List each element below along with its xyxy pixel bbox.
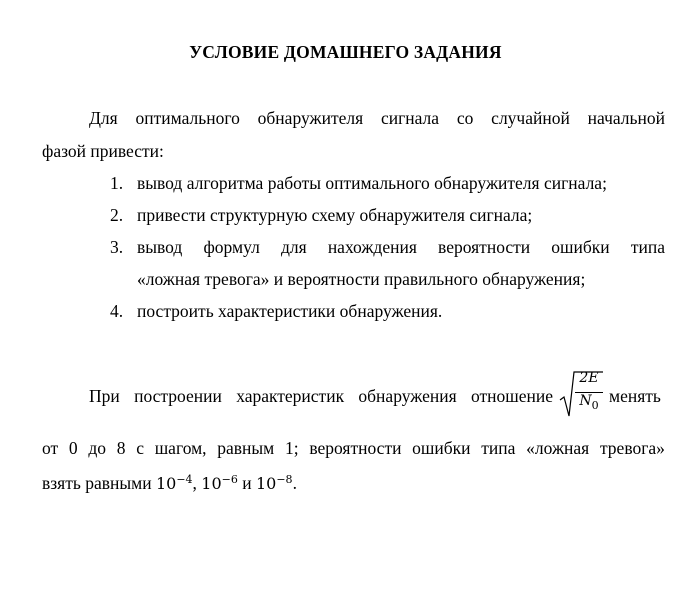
word: тревога» [599, 438, 665, 458]
value-2: $10^{-6}$ [201, 473, 238, 493]
word: от [42, 438, 59, 458]
word: сигнала [380, 108, 440, 128]
word: обнаружения [358, 386, 457, 406]
list-item-number: 2. [110, 205, 124, 225]
formula-numerator: 2E [579, 370, 599, 386]
paragraph2-line-2 [42, 437, 665, 459]
list-item-number: 1. [110, 173, 124, 193]
paragraph2-line-3 [42, 469, 297, 495]
intro-line-2: фазой привести: [42, 141, 164, 161]
list-item-continuation: «ложная тревога» и вероятности правильного обнаружения; [137, 269, 586, 289]
paragraph2-line-1 [89, 385, 553, 407]
word: начальной [587, 108, 665, 128]
sqrt-formula [558, 370, 604, 420]
list-item [137, 236, 665, 258]
word: характеристик [236, 386, 345, 406]
value-3: $10^{-8}$ [255, 473, 293, 493]
word: для [280, 237, 307, 257]
period: . [292, 473, 297, 493]
list-item: привести структурную схему обнаружителя сигнала; [137, 205, 533, 225]
word: Для [89, 108, 118, 128]
word: типа [481, 438, 516, 458]
separator: , [192, 473, 202, 493]
word: шагом, [154, 438, 207, 458]
separator: и [237, 473, 256, 493]
word: с [136, 438, 144, 458]
value-1: $10^{-4}$ [155, 473, 193, 493]
word: ошибки [551, 237, 610, 257]
list-item: построить характеристики обнаружения. [137, 301, 443, 321]
paragraph2-after-formula: менять [609, 386, 661, 406]
word: 0 [68, 438, 78, 458]
word: построении [134, 386, 222, 406]
word: вывод [137, 237, 183, 257]
word: вероятности [309, 438, 402, 458]
word: вероятности [438, 237, 531, 257]
word: формул [203, 237, 260, 257]
word: до [88, 438, 107, 458]
paragraph2-prefix: взять равными [42, 473, 156, 493]
intro-line-1 [89, 107, 665, 129]
word: отношение [470, 386, 553, 406]
word: 1; [284, 438, 299, 458]
page-title: УСЛОВИЕ ДОМАШНЕГО ЗАДАНИЯ [189, 42, 502, 62]
list-item: вывод алгоритма работы оптимального обнаружителя сигнала; [137, 173, 607, 193]
formula-denominator: $N_0$ [579, 393, 599, 412]
word: нахождения [327, 237, 417, 257]
word: обнаружителя [257, 108, 364, 128]
word: 8 [116, 438, 126, 458]
word: При [89, 386, 120, 406]
word: со [456, 108, 474, 128]
list-item-number: 3. [110, 237, 124, 257]
word: «ложная [526, 438, 590, 458]
word: ошибки [412, 438, 471, 458]
word: оптимального [135, 108, 240, 128]
word: случайной [491, 108, 570, 128]
word: равным [217, 438, 275, 458]
list-item-number: 4. [110, 301, 124, 321]
word: типа [630, 237, 665, 257]
